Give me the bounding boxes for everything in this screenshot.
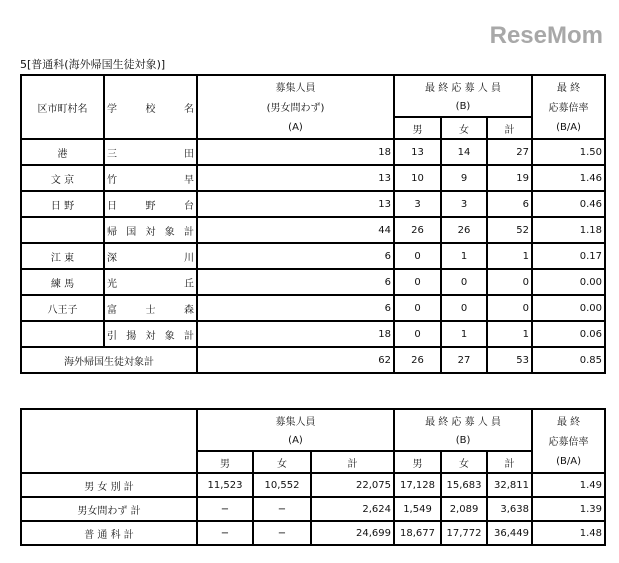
- header-blank: [21, 409, 197, 473]
- district-cell: 文 京: [21, 165, 104, 191]
- header-recruit-sub: (男女問わず): [197, 96, 394, 117]
- district-cell: 日 野: [21, 191, 104, 217]
- total-cell: 27: [487, 139, 532, 165]
- school-cell: 竹 早: [104, 165, 197, 191]
- row-label: 男 女 別 計: [21, 473, 197, 497]
- total-recruit: 62: [197, 347, 394, 373]
- female-cell: 1: [441, 321, 487, 347]
- recruit-total: 24,699: [311, 521, 394, 545]
- ratio-cell: 1.49: [532, 473, 605, 497]
- ratio-cell: 1.39: [532, 497, 605, 521]
- district-cell: 練 馬: [21, 269, 104, 295]
- recruit-cell: 13: [197, 191, 394, 217]
- recruit-female: −: [253, 521, 311, 545]
- table-row: [21, 321, 605, 347]
- header-b-male: 男: [394, 451, 441, 473]
- header-applicants: 最 終 応 募 人 員: [394, 409, 532, 430]
- total-male: 26: [394, 347, 441, 373]
- total-cell: 6: [487, 191, 532, 217]
- school-cell: 引 揚 対 象 計: [104, 321, 197, 347]
- male-cell: 3: [394, 191, 441, 217]
- recruit-total: 2,624: [311, 497, 394, 521]
- district-cell: [21, 321, 104, 347]
- table-row: [21, 295, 605, 321]
- recruit-cell: 6: [197, 243, 394, 269]
- school-cell: 富 士 森: [104, 295, 197, 321]
- male-cell: 0: [394, 321, 441, 347]
- recruit-cell: 6: [197, 269, 394, 295]
- applicants-male: 17,128: [394, 473, 441, 497]
- district-cell: 江 東: [21, 243, 104, 269]
- recruit-male: −: [197, 521, 253, 545]
- table-row: [21, 217, 605, 243]
- ratio-cell: 0.46: [532, 191, 605, 217]
- table-row: [21, 165, 605, 191]
- district-cell: 港: [21, 139, 104, 165]
- applicants-male: 1,549: [394, 497, 441, 521]
- table-caption: 5[普通科(海外帰国生徒対象)]: [20, 58, 166, 71]
- header-b-total: 計: [487, 451, 532, 473]
- district-cell: 八王子: [21, 295, 104, 321]
- header-ratio-ba: (B/A): [532, 117, 605, 139]
- total-female: 27: [441, 347, 487, 373]
- header-total: 計: [487, 117, 532, 139]
- ratio-cell: 0.00: [532, 295, 605, 321]
- school-cell: 三 田: [104, 139, 197, 165]
- header-ratio: 最 終: [532, 409, 605, 430]
- female-cell: 3: [441, 191, 487, 217]
- applicants-total: 36,449: [487, 521, 532, 545]
- ratio-cell: 0.06: [532, 321, 605, 347]
- header-male: 男: [394, 117, 441, 139]
- table-row: [21, 269, 605, 295]
- header-b-female: 女: [441, 451, 487, 473]
- table-row: [21, 139, 605, 165]
- male-cell: 13: [394, 139, 441, 165]
- recruit-male: 11,523: [197, 473, 253, 497]
- applicants-total: 32,811: [487, 473, 532, 497]
- total-cell: 19: [487, 165, 532, 191]
- general-course-summary-table: [20, 408, 606, 546]
- applicants-female: 17,772: [441, 521, 487, 545]
- total-cell: 0: [487, 295, 532, 321]
- female-cell: 9: [441, 165, 487, 191]
- header-a-total: 計: [311, 451, 394, 473]
- total-sum: 53: [487, 347, 532, 373]
- header-applicants-sub: (B): [394, 96, 532, 117]
- ratio-cell: 1.46: [532, 165, 605, 191]
- female-cell: 0: [441, 269, 487, 295]
- school-cell: 光 丘: [104, 269, 197, 295]
- total-label: 海外帰国生徒対象計: [21, 347, 197, 373]
- male-cell: 10: [394, 165, 441, 191]
- header-ratio-sub: 応募倍率: [532, 430, 605, 451]
- header-ratio-ba: (B/A): [532, 451, 605, 473]
- table-row: [21, 521, 605, 545]
- total-ratio: 0.85: [532, 347, 605, 373]
- applicants-female: 2,089: [441, 497, 487, 521]
- header-recruit-a: (A): [197, 117, 394, 139]
- table-row: [21, 191, 605, 217]
- ratio-cell: 0.17: [532, 243, 605, 269]
- header-school: 学 校 名: [104, 75, 197, 139]
- recruit-female: 10,552: [253, 473, 311, 497]
- header-female: 女: [441, 117, 487, 139]
- school-cell: 帰 国 対 象 計: [104, 217, 197, 243]
- header-applicants: 最 終 応 募 人 員: [394, 75, 532, 96]
- total-cell: 1: [487, 243, 532, 269]
- recruit-total: 22,075: [311, 473, 394, 497]
- header-a-male: 男: [197, 451, 253, 473]
- recruit-cell: 44: [197, 217, 394, 243]
- female-cell: 1: [441, 243, 487, 269]
- total-cell: 1: [487, 321, 532, 347]
- male-cell: 0: [394, 295, 441, 321]
- header-a-female: 女: [253, 451, 311, 473]
- header-recruit: 募集人員: [197, 409, 394, 430]
- female-cell: 26: [441, 217, 487, 243]
- header-ratio: 最 終: [532, 75, 605, 96]
- header-applicants-b: (B): [394, 430, 532, 451]
- recruit-cell: 6: [197, 295, 394, 321]
- table-row-grand-total: [21, 347, 605, 373]
- table-row: [21, 497, 605, 521]
- ratio-cell: 0.00: [532, 269, 605, 295]
- recruit-cell: 18: [197, 139, 394, 165]
- male-cell: 0: [394, 243, 441, 269]
- header-district: 区市町村名: [21, 75, 104, 139]
- table-row: [21, 243, 605, 269]
- recruit-female: −: [253, 497, 311, 521]
- header-recruit-a: (A): [197, 430, 394, 451]
- total-cell: 52: [487, 217, 532, 243]
- school-cell: 深 川: [104, 243, 197, 269]
- header-recruit: 募集人員: [197, 75, 394, 96]
- recruit-cell: 18: [197, 321, 394, 347]
- row-label: 男女問わず 計: [21, 497, 197, 521]
- applicants-male: 18,677: [394, 521, 441, 545]
- female-cell: 0: [441, 295, 487, 321]
- recruit-male: −: [197, 497, 253, 521]
- district-cell: [21, 217, 104, 243]
- ratio-cell: 1.18: [532, 217, 605, 243]
- ratio-cell: 1.48: [532, 521, 605, 545]
- overseas-returnee-table: [20, 74, 606, 374]
- resemom-watermark-logo: ReseMom: [489, 22, 603, 49]
- female-cell: 14: [441, 139, 487, 165]
- total-cell: 0: [487, 269, 532, 295]
- school-cell: 日 野 台: [104, 191, 197, 217]
- applicants-female: 15,683: [441, 473, 487, 497]
- male-cell: 26: [394, 217, 441, 243]
- row-label: 普 通 科 計: [21, 521, 197, 545]
- male-cell: 0: [394, 269, 441, 295]
- recruit-cell: 13: [197, 165, 394, 191]
- header-ratio-sub: 応募倍率: [532, 96, 605, 117]
- table-row: [21, 473, 605, 497]
- applicants-total: 3,638: [487, 497, 532, 521]
- ratio-cell: 1.50: [532, 139, 605, 165]
